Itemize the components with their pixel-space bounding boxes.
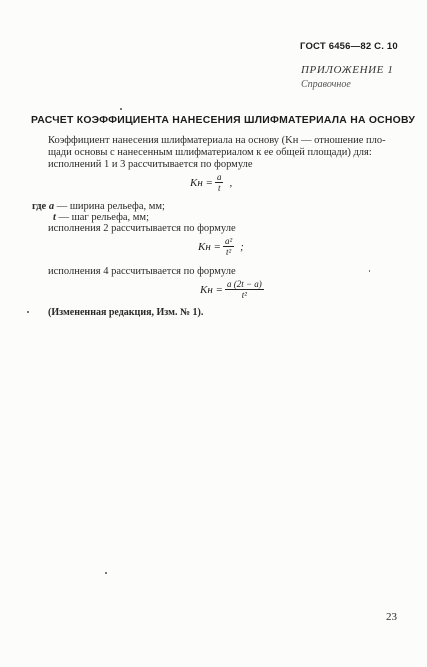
scan-dot [369,270,370,272]
exec-4-line: исполнения 4 рассчитывается по формуле [48,266,236,277]
where-word: где [32,201,47,212]
fraction-denominator: t² [225,247,232,257]
scan-dot [105,572,107,574]
formula-lhs: Kн = [198,240,221,253]
fraction-denominator: t² [241,290,247,300]
formula-exec-2 [198,236,244,257]
paragraph-line-2: щади основы с нанесенным шлифматериалом к ее общей площади) для: [48,147,372,158]
definition-t-text: — шаг рельефа, мм; [58,212,149,223]
scan-dot [27,311,29,313]
formula-exec-1-3 [190,172,232,193]
fraction-denominator: t [217,183,221,193]
fraction-numerator: a (2t − a) [226,279,262,289]
formula-exec-4 [200,279,264,300]
definition-a-text: — ширина рельефа, мм; [56,201,165,212]
definition-a-line [32,201,165,212]
formula-fraction [223,236,234,257]
fraction-numerator: a² [224,236,233,246]
formula-lhs: Kн = [190,176,213,189]
paragraph-line-3: исполнений 1 и 3 рассчитывается по формуле [48,159,253,170]
symbol-a: a [48,201,55,212]
formula-fraction [225,279,264,300]
scan-dot [120,108,122,110]
symbol-t: t [53,212,56,223]
fraction-numerator: a [216,172,222,182]
paragraph-line-1: Коэффициент нанесения шлифматериала на основу (Kн — отношение пло- [48,135,386,146]
formula-tail: ; [240,240,244,253]
definition-t-line [53,212,149,223]
appendix-subtitle: Справочное [301,79,351,90]
page-number: 23 [386,611,397,623]
page-title: РАСЧЕТ КОЭФФИЦИЕНТА НАНЕСЕНИЯ ШЛИФМАТЕРИАЛА НА ОСНОВУ [31,115,416,126]
formula-fraction [215,172,224,193]
appendix-label: ПРИЛОЖЕНИЕ 1 [301,64,394,76]
exec-2-line: исполнения 2 рассчитывается по формуле [48,223,236,234]
edit-note: (Измененная редакция, Изм. № 1). [48,307,204,318]
gost-header: ГОСТ 6456—82 С. 10 [300,41,398,52]
formula-lhs: Kн = [200,283,223,296]
formula-tail: , [229,176,233,189]
